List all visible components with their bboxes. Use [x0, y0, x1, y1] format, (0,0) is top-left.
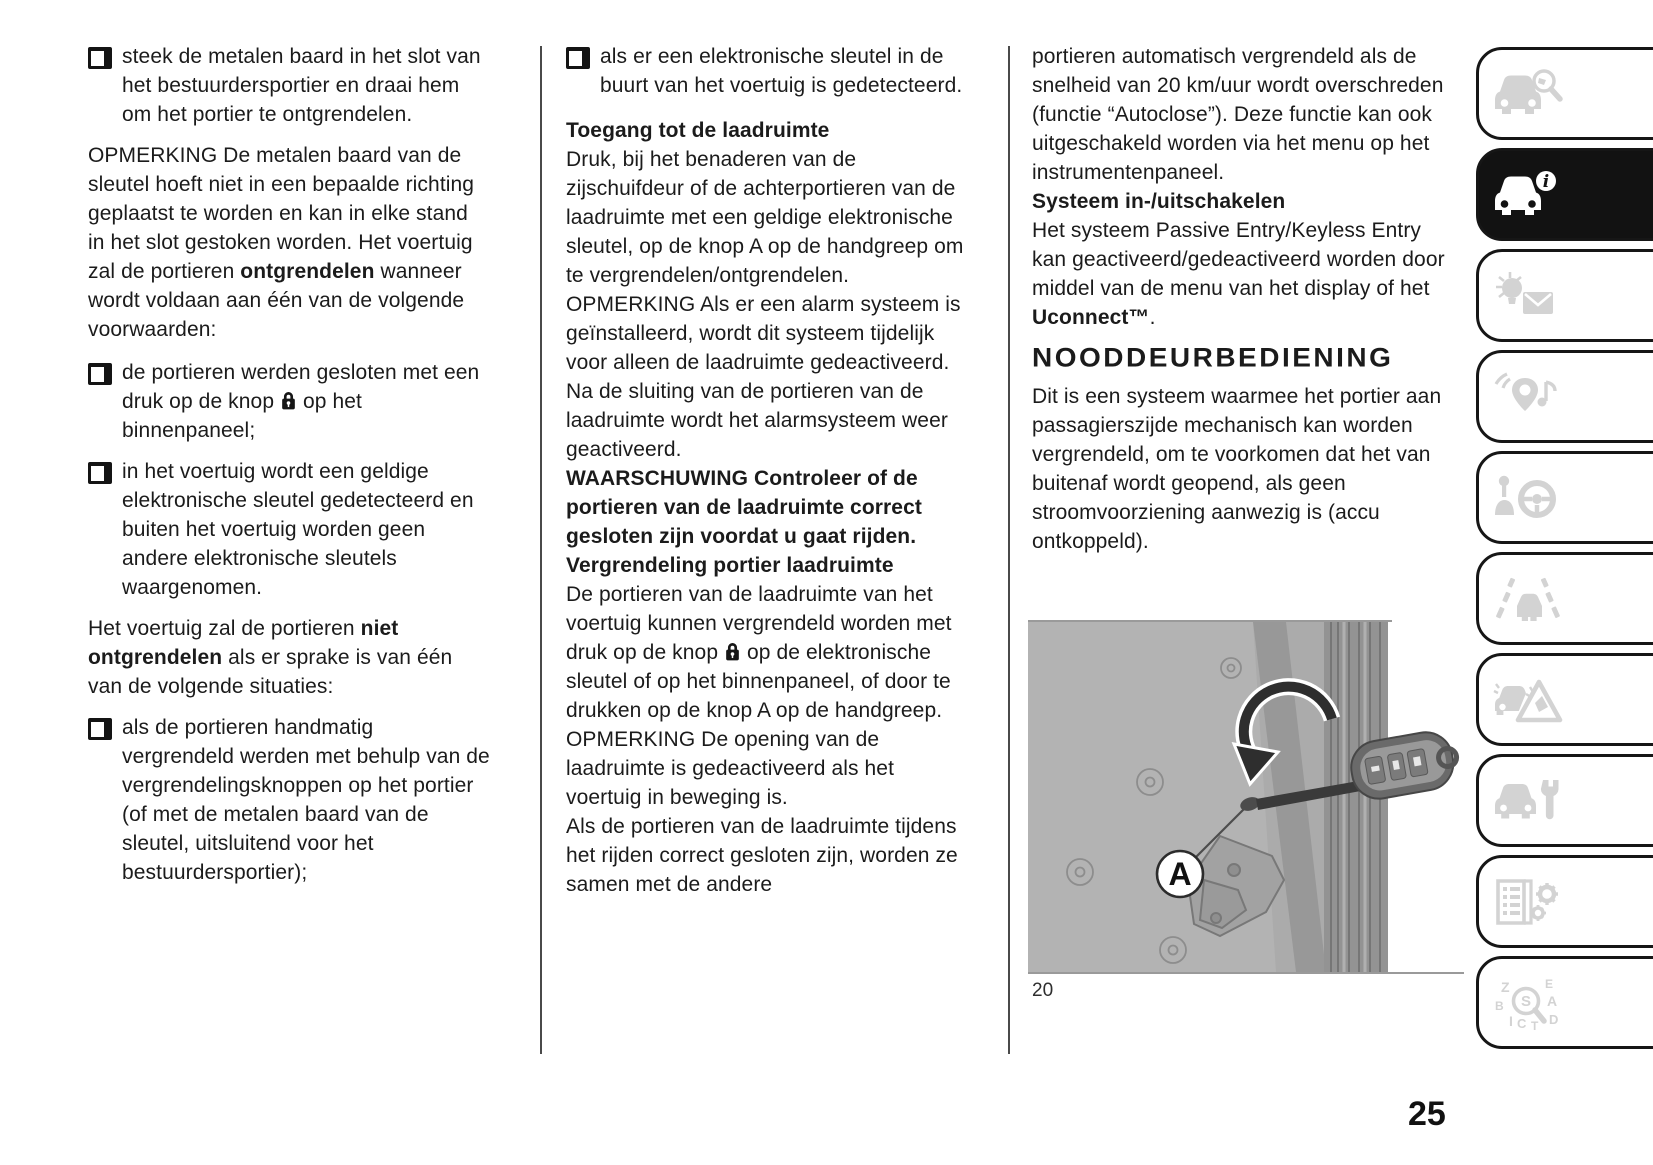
- door-lock-figure: [1028, 622, 1464, 977]
- figure-label-a: A: [1168, 856, 1192, 892]
- page-number: 25: [1408, 1095, 1446, 1133]
- list-item: [88, 713, 490, 887]
- warning-paragraph: WAARSCHUWING Controleer of de portieren van de laadruimte correct gesloten zijn voordat u gaat rijden.: [566, 467, 922, 548]
- square-bullet-icon: [88, 363, 112, 385]
- list-gears-icon: [1493, 875, 1563, 929]
- multimedia-navigation-icon: [1493, 370, 1563, 424]
- svg-text:Z: Z: [1501, 978, 1510, 995]
- paragraph: Dit is een systeem waarmee het portier aan passagierszijde mechanisch kan worden vergrendeld, om te voorkomen dat het van buitenaf wordt geopend, als geen stroomvoorziening aanwezig is (accu ontkoppeld).: [1032, 385, 1442, 553]
- svg-text:S: S: [1520, 992, 1532, 1010]
- column-right: [1032, 42, 1450, 556]
- car-on-road-icon: [1493, 572, 1563, 626]
- sidebar-item-multimedia[interactable]: [1476, 350, 1653, 443]
- bullet-text: als er een elektronische sleutel in de buurt van het voertuig is gedetecteerd.: [600, 45, 963, 97]
- svg-text:i: i: [1542, 171, 1550, 192]
- sidebar-item-driving[interactable]: [1476, 552, 1653, 645]
- sidebar-item-warning-lights[interactable]: [1476, 249, 1653, 342]
- sidebar-item-alphabetical-index[interactable]: [1476, 956, 1653, 1049]
- column-left: [88, 42, 490, 887]
- car-info-icon: [1493, 168, 1563, 222]
- column-divider: [1008, 46, 1010, 1054]
- paragraph: portieren automatisch vergrendeld als de snelheid van 20 km/uur wordt overschreden (functie “Autoclose”). Deze functie kan ook uitgeschakeld worden via het menu op het instrumentenpaneel.: [1032, 45, 1444, 184]
- paragraph: Als de portieren van de laadruimte tijdens het rijden correct gesloten zijn, worden ze samen met de andere: [566, 815, 958, 896]
- figure-caption: 20: [1032, 980, 1054, 1001]
- sidebar-item-starting-driving[interactable]: [1476, 451, 1653, 544]
- index-letters-icon: [1493, 976, 1563, 1030]
- chapter-heading: NOODDEURBEDIENING: [1032, 342, 1394, 373]
- figure-bottom-rule: [1028, 972, 1464, 974]
- list-item: [88, 42, 490, 129]
- column-divider: [540, 46, 542, 1054]
- sidebar-item-emergency[interactable]: [1476, 653, 1653, 746]
- bullet-text: de portieren werden gesloten met een druk op de knop op het binnenpaneel;: [122, 361, 480, 442]
- square-bullet-icon: [88, 718, 112, 740]
- car-wrench-icon: [1493, 774, 1563, 828]
- car-magnifier-icon: [1493, 67, 1563, 121]
- paragraph: OPMERKING De metalen baard van de sleutel hoeft niet in een bepaalde richting geplaatst te worden en kan in elke stand in het slot gestoken worden. Het voertuig zal de portieren ontgrendelen wanneer wordt voldaan aan één van de volgende voorwaarden:: [88, 144, 475, 341]
- paragraph: OPMERKING Als er een alarm systeem is geïnstalleerd, wordt dit systeem tijdelijk voor alleen de laadruimte gedeactiveerd. Na de sluiting van de portieren van de laadruimte wordt het alarmsysteem weer geactiveerd.: [566, 293, 961, 461]
- list-item: [88, 457, 490, 602]
- sidebar-item-maintenance[interactable]: [1476, 754, 1653, 847]
- door-lock-illustration: [1028, 622, 1464, 972]
- square-bullet-icon: [566, 47, 590, 69]
- sidebar-item-technical-data[interactable]: [1476, 855, 1653, 948]
- paragraph: Het voertuig zal de portieren niet ontgrendelen als er sprake is van één van de volgende situaties:: [88, 617, 453, 698]
- bullet-text: steek de metalen baard in het slot van het bestuurdersportier en draai hem om het portier te ontgrendelen.: [122, 45, 481, 126]
- sidebar-item-instrument-panel-info[interactable]: [1476, 148, 1653, 241]
- svg-text:C: C: [1517, 1015, 1527, 1030]
- square-bullet-icon: [88, 47, 112, 69]
- svg-text:T: T: [1531, 1018, 1539, 1030]
- lock-icon: [724, 642, 741, 661]
- svg-text:B: B: [1495, 998, 1504, 1013]
- column-middle: [566, 42, 966, 899]
- paragraph: Druk, bij het benaderen van de zijschuifdeur of de achterportieren van de laadruimte met een geldige elektronische sleutel, op de knop A op de handgreep om te vergrendelen/ontgrendelen.: [566, 148, 964, 287]
- gearshift-steering-icon: [1493, 471, 1563, 525]
- svg-text:E: E: [1545, 976, 1554, 991]
- warning-light-message-icon: [1493, 269, 1563, 323]
- list-item: [566, 42, 966, 100]
- paragraph: OPMERKING De opening van de laadruimte is gedeactiveerd als het voertuig in beweging is.: [566, 728, 895, 809]
- bullet-text: als de portieren handmatig vergrendeld werden met behulp van de vergrendelingsknoppen op het portier (of met de metalen baard van de sleutel, uitsluitend voor het bestuurdersportier);: [122, 716, 490, 884]
- svg-text:I: I: [1509, 1012, 1513, 1029]
- svg-text:D: D: [1549, 1011, 1559, 1027]
- section-heading: Systeem in-/uitschakelen: [1032, 190, 1286, 213]
- section-heading: Vergrendeling portier laadruimte: [566, 554, 894, 577]
- chapter-sidebar: [1476, 47, 1653, 1049]
- svg-text:A: A: [1547, 992, 1558, 1009]
- paragraph: Het systeem Passive Entry/Keyless Entry kan geactiveerd/gedeactiveerd worden door middel van de menu van het display of het Uconnect™.: [1032, 219, 1445, 329]
- car-warning-triangle-icon: [1493, 673, 1563, 727]
- sidebar-item-know-your-vehicle[interactable]: [1476, 47, 1653, 140]
- paragraph: De portieren van de laadruimte van het voertuig kunnen vergrendeld worden met druk op de knop op de elektronische sleutel of op het binnenpaneel, of door te drukken op de knop A op de handgreep.: [566, 583, 952, 722]
- section-heading: Toegang tot de laadruimte: [566, 119, 830, 142]
- lock-icon: [280, 391, 297, 410]
- square-bullet-icon: [88, 462, 112, 484]
- list-item: [88, 358, 490, 445]
- bullet-text: in het voertuig wordt een geldige elektronische sleutel gedetecteerd en buiten het voertuig worden geen andere elektronische sleutels waargenomen.: [122, 460, 474, 599]
